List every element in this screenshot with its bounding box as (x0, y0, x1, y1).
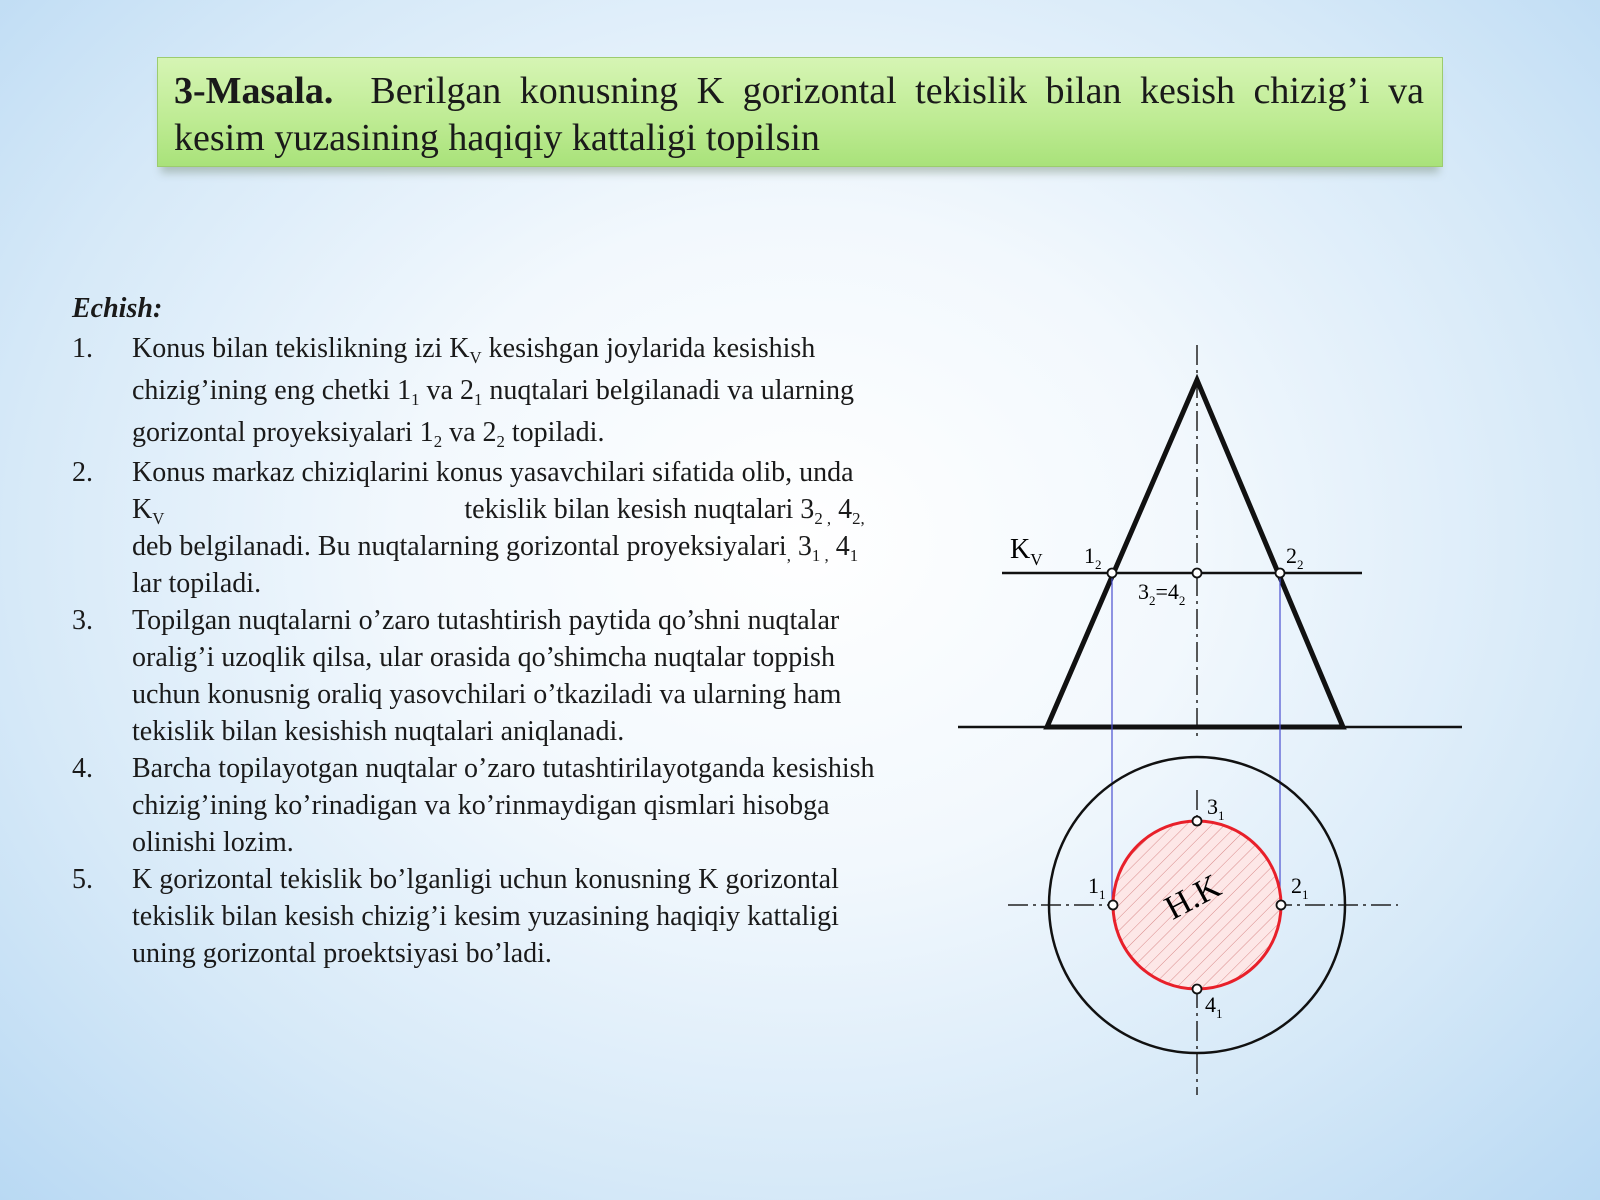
plane-k-label: $K_V$ (1010, 534, 1043, 569)
step-4 (72, 750, 892, 861)
step-text: K gorizontal tekislik bo’lganligi uchun konusning K gorizontal tekislik bilan kesish chizig’i kesim yuzasining haqiqiy kattaligi uning gorizontal proektsiyasi bo’ladi. (132, 864, 839, 969)
point-2-1 (1277, 901, 1286, 910)
subscript: V (152, 508, 165, 528)
step-text-part: topiladi. (511, 417, 605, 448)
step-text-part: 4 (838, 494, 853, 525)
solution-heading (72, 290, 892, 328)
step-text-part: lar topiladi. (132, 568, 262, 599)
subscript: V (469, 347, 482, 367)
section-label-nk: H.K (1158, 867, 1228, 928)
label-3-1: $3_1$ (1207, 794, 1225, 823)
label-3-4-2: $3_2=4_2$ (1138, 579, 1186, 608)
step-text-part: 4 (835, 531, 850, 562)
point-1-2 (1108, 569, 1117, 578)
subscript: 1 , (811, 545, 829, 565)
label-1-1: $1_1$ (1088, 873, 1106, 902)
solution-heading-text: Echish (72, 293, 153, 324)
step-number: 1. (72, 333, 93, 364)
step-text (132, 454, 892, 602)
point-3-4-2 (1193, 569, 1202, 578)
step-text (132, 328, 892, 454)
subscript: 1 (411, 389, 420, 409)
point-4-1 (1193, 985, 1202, 994)
problem-number: 3-Masala. (174, 70, 334, 112)
problem-statement: Berilgan konusning K gorizontal tekislik bilan kesish chizig’i va kesim yuzasining haqiqiy kattaligi topilsin (174, 70, 1424, 159)
step-number: 2. (72, 457, 93, 488)
step-number: 5. (72, 864, 93, 895)
subscript: 2 (496, 431, 505, 451)
solution-heading-colon: : (152, 293, 163, 324)
point-3-1 (1193, 817, 1202, 826)
label-2-2: $2_2$ (1286, 543, 1304, 572)
step-5 (72, 861, 892, 972)
step-2 (72, 454, 892, 602)
step-3 (72, 602, 892, 750)
step-text-part: nuqtalari belgilanadi va ularning gorizontal proyeksiyalari 1 (132, 375, 855, 448)
problem-title-box (157, 57, 1443, 167)
step-number: 4. (72, 753, 93, 784)
step-number: 3. (72, 605, 93, 636)
step-text: Barcha topilayotgan nuqtalar o’zaro tutashtirilayotganda kesishish chizig’ining ko’rinadigan va ko’rinmaydigan qismlari hisobga olinishi lozim. (132, 753, 875, 858)
label-4-1: $4_1$ (1205, 992, 1223, 1021)
step-text-part: 3 (797, 531, 812, 562)
step-text-part: Konus bilan tekislikning izi K (132, 333, 470, 364)
step-text-part: deb belgilanadi. Bu nuqtalarning gorizontal proyeksiyalari (132, 531, 787, 562)
label-2-1: $2_1$ (1291, 873, 1309, 902)
step-text-part: va 2 (449, 417, 497, 448)
subscript: 1 (849, 545, 859, 565)
point-1-1 (1109, 901, 1118, 910)
subscript: , (786, 545, 791, 565)
step-text-part: tekislik bilan kesish nuqtalari 3 (464, 494, 815, 525)
solution-section (72, 290, 892, 972)
step-1 (72, 328, 892, 454)
step-text: Topilgan nuqtalarni o’zaro tutashtirish paytida qo’shni nuqtalar oralig’i uzoqlik qilsa, ular orasida qo’shimcha nuqtalar toppish uchun konusnig oraliq yasovchilari o’tkaziladi va ularning ham tekislik bilan kesishish nuqtalari aniqlanadi. (132, 605, 842, 747)
subscript: 2 , (814, 508, 832, 528)
step-text-part: Konus markaz chiziqlarini konus yasavchilari sifatida olib, unda K (132, 457, 854, 525)
step-text-part: va 2 (426, 375, 474, 406)
subscript: 2, (852, 508, 865, 528)
label-1-2: $1_2$ (1084, 543, 1102, 572)
cone-section-drawing (940, 330, 1500, 1110)
step-text-part: kesishgan joylarida kesishish chizig’ining eng chetki 1 (132, 333, 816, 406)
subscript: 2 (433, 431, 443, 451)
subscript: 1 (473, 389, 483, 409)
point-2-2 (1276, 569, 1285, 578)
